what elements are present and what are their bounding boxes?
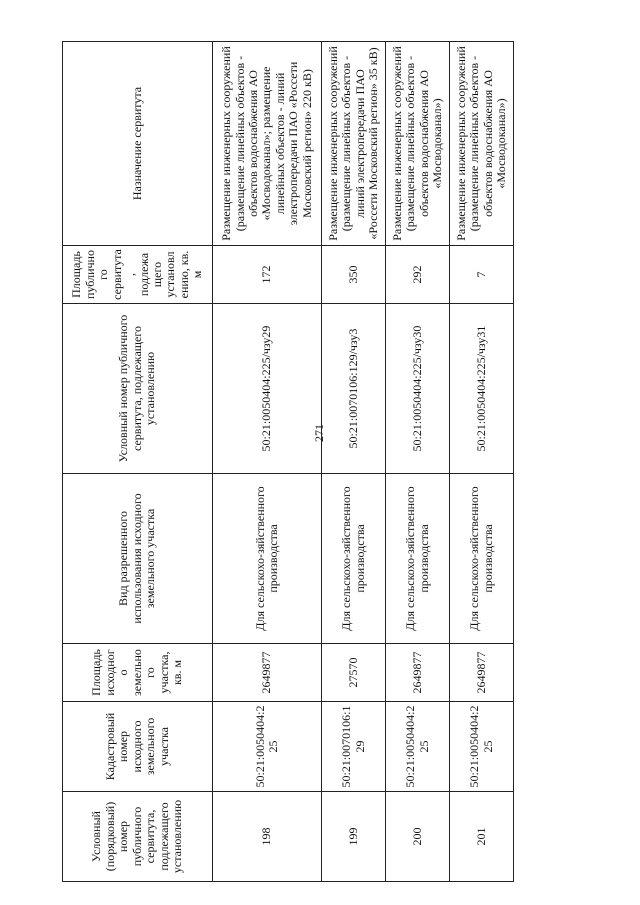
cell-purpose: Размещение инженерных сооружений (размещение линейных объектов - объектов водоснабжения АО «Мосводоканал») <box>450 42 514 246</box>
cell-parcel-area: 2649877 <box>450 644 514 702</box>
table-row <box>213 42 322 882</box>
cell-cadastral-number: 50:21:0070106:129 <box>322 702 386 792</box>
cell-servitude-number: 201 <box>450 792 514 882</box>
cell-parcel-area: 27570 <box>322 644 386 702</box>
cell-servitude-number: 198 <box>213 792 322 882</box>
cell-parcel-area: 2649877 <box>386 644 450 702</box>
cell-cadastral-number: 50:21:0050404:225 <box>213 702 322 792</box>
cell-permitted-use: Для сельскохо-зяйственного производства <box>322 474 386 644</box>
header-cadastral-number: Кадастровый номер исходного земельного участка <box>63 702 213 792</box>
servitude-table <box>62 41 514 882</box>
cell-servitude-number: 200 <box>386 792 450 882</box>
cell-cadastral-number: 50:21:0050404:225 <box>450 702 514 792</box>
table-row <box>386 42 450 882</box>
page-number: 271 <box>312 424 326 442</box>
cell-servitude-area: 292 <box>386 246 450 304</box>
cell-servitude-area: 7 <box>450 246 514 304</box>
rotated-table-container <box>62 42 514 882</box>
cell-permitted-use: Для сельскохо-зяйственного производства <box>450 474 514 644</box>
table-row <box>322 42 386 882</box>
cell-purpose: Размещение инженерных сооружений (размещение линейных объектов - объектов водоснабжения АО «Мосводоканал»; размещение линейных объектов - линий электропередачи ПАО «Россети Московский регион» 220 кВ) <box>213 42 322 246</box>
cell-servitude-id: 50:21:0050404:225/чзу31 <box>450 304 514 474</box>
header-servitude-area: Площадь публичного сервитута, подлежащего установлению, кв. м <box>63 246 213 304</box>
cell-cadastral-number: 50:21:0050404:225 <box>386 702 450 792</box>
header-purpose: Назначение сервитута <box>63 42 213 246</box>
cell-servitude-id: 50:21:0050404:225/чзу29 <box>213 304 322 474</box>
cell-servitude-id: 50:21:0070106:129/чзу3 <box>322 304 386 474</box>
header-parcel-area: Площадь исходного земельного участка, кв. м <box>63 644 213 702</box>
header-servitude-id: Условный номер публичного сервитута, подлежащего установлению <box>63 304 213 474</box>
cell-purpose: Размещение инженерных сооружений (размещение линейных объектов - объектов водоснабжения АО «Мосводоканал») <box>386 42 450 246</box>
table-row <box>450 42 514 882</box>
table-header-row <box>63 42 213 882</box>
cell-servitude-id: 50:21:0050404:225/чзу30 <box>386 304 450 474</box>
cell-permitted-use: Для сельскохо-зяйственного производства <box>213 474 322 644</box>
header-servitude-number: Условный (порядковый) номер публичного сервитута, подлежащего установлению <box>63 792 213 882</box>
cell-servitude-area: 350 <box>322 246 386 304</box>
cell-servitude-area: 172 <box>213 246 322 304</box>
cell-servitude-number: 199 <box>322 792 386 882</box>
cell-purpose: Размещение инженерных сооружений (размещение линейных объектов - линий электропередачи ПАО «Россети Московский регион» 35 кВ) <box>322 42 386 246</box>
cell-permitted-use: Для сельскохо-зяйственного производства <box>386 474 450 644</box>
cell-parcel-area: 2649877 <box>213 644 322 702</box>
header-permitted-use: Вид разрешенного использования исходного земельного участка <box>63 474 213 644</box>
